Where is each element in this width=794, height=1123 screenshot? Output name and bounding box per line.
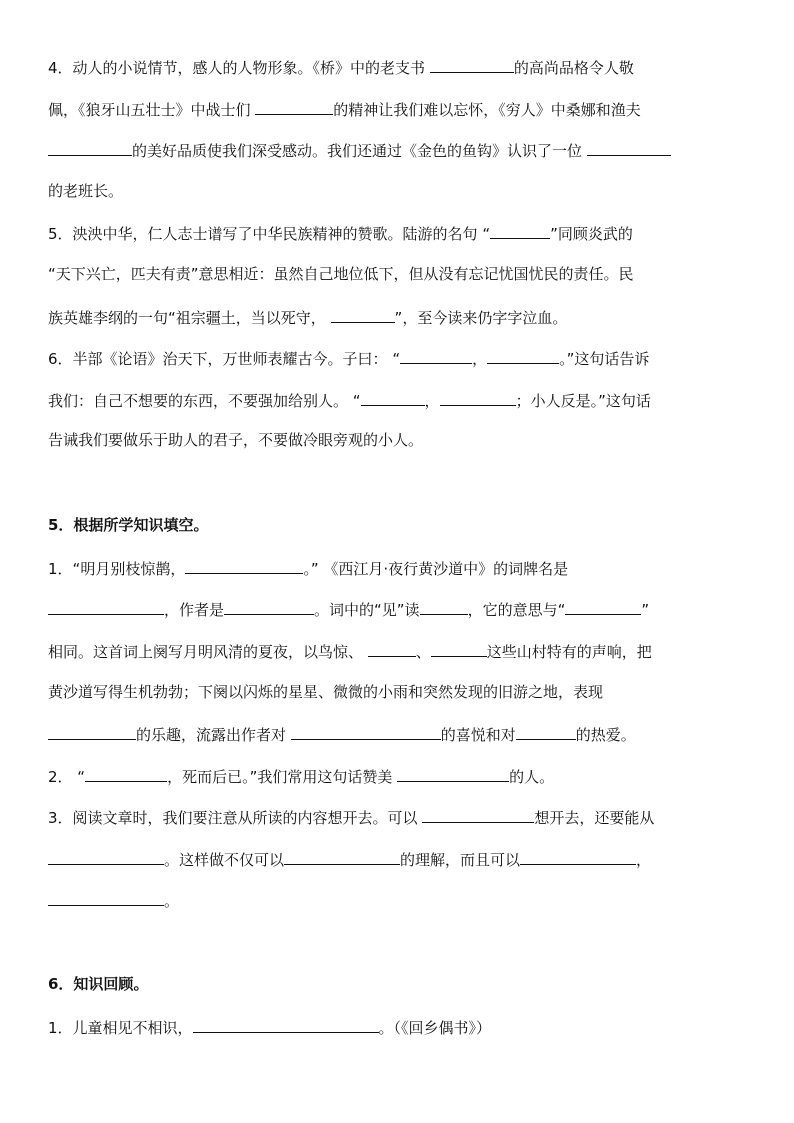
s5-q1-line-4: 黄沙道写得生机勃勃；下阕以闪烁的星星、微微的小雨和突然发现的旧游之地，表现: [48, 682, 604, 701]
s5-q3-line-2: 。这样做不仅可以 的理解，而且可以 ，: [48, 848, 748, 868]
answer-blank[interactable]: [193, 1016, 379, 1033]
s5-q3-line-3: 。: [48, 889, 748, 909]
answer-blank[interactable]: [85, 765, 167, 782]
answer-blank[interactable]: [48, 848, 164, 865]
answer-blank[interactable]: [440, 389, 516, 406]
answer-blank[interactable]: [48, 139, 132, 156]
answer-blank[interactable]: [520, 848, 636, 865]
s5-q1-line-1: 1．“明月别枝惊鹊， 。” 《西江月·夜行黄沙道中》的词牌名是: [48, 557, 748, 577]
answer-blank[interactable]: [400, 347, 472, 364]
answer-blank[interactable]: [490, 222, 550, 239]
q6-line-2: 我们：自己不想要的东西，不要强加给别人。 “ ， ；小人反是。”这句话: [48, 389, 748, 409]
q6-line-3: 告诫我们要做乐于助人的君子，不要做冷眼旁观的小人。: [48, 431, 424, 450]
s6-q1-line-1: 1．儿童相见不相识， 。（《回乡偶书》）: [48, 1016, 748, 1036]
q5-line-3: 族英雄李纲的一句“祖宗疆土，当以死守， ”，至今读来仍字字泣血。: [48, 306, 748, 326]
s5-q3-line-1: 3．阅读文章时，我们要注意从所读的内容想开去。可以 想开去，还要能从: [48, 806, 748, 826]
answer-blank[interactable]: [422, 806, 534, 823]
answer-blank[interactable]: [420, 598, 468, 615]
answer-blank[interactable]: [516, 723, 576, 740]
answer-blank[interactable]: [284, 848, 400, 865]
answer-blank[interactable]: [430, 56, 514, 73]
q4-line-3: 的美好品质使我们深受感动。我们还通过《金色的鱼钩》认识了一位: [48, 139, 748, 159]
answer-blank[interactable]: [255, 98, 333, 115]
answer-blank[interactable]: [331, 306, 395, 323]
answer-blank[interactable]: [48, 723, 136, 740]
q6-line-1: 6．半部《论语》治天下，万世师表耀古今。子曰： “ ， 。”这句话告诉: [48, 347, 748, 367]
worksheet-page: [48, 56, 748, 1036]
s5-q1-line-3: 相同。这首词上阕写月明风清的夏夜，以鸟惊、 、 这些山村特有的声响，把: [48, 640, 748, 660]
q4-line-4: 的老班长。: [48, 181, 124, 200]
s5-q2-line-1: 2． “ ，死而后已。”我们常用这句话赞美 的人。: [48, 765, 748, 785]
s5-q1-line-2: ，作者是 。词中的“见”读 ，它的意思与“ ”: [48, 598, 748, 618]
answer-blank[interactable]: [48, 889, 164, 906]
answer-blank[interactable]: [397, 765, 509, 782]
q5-line-2: “天下兴亡，匹夫有责”意思相近：虽然自己地位低下，但从没有忘记忧国忧民的责任。民: [48, 264, 634, 283]
q4-line-2: 佩，《狼牙山五壮士》中战士们 的精神让我们难以忘怀，《穷人》中桑娜和渔夫: [48, 98, 748, 118]
answer-blank[interactable]: [431, 640, 487, 657]
section-6-heading: 6．知识回顾。: [48, 975, 149, 994]
q5-line-1: 5．泱泱中华，仁人志士谱写了中华民族精神的赞歌。陆游的名句 “ ”同顾炎武的: [48, 222, 748, 242]
answer-blank[interactable]: [565, 598, 641, 615]
answer-blank[interactable]: [587, 139, 671, 156]
q4-line-1: 4．动人的小说情节，感人的人物形象。《桥》中的老支书 的高尚品格令人敬: [48, 56, 748, 76]
answer-blank[interactable]: [368, 640, 416, 657]
answer-blank[interactable]: [487, 347, 559, 364]
answer-blank[interactable]: [48, 598, 164, 615]
section-5-heading: 5．根据所学知识填空。: [48, 516, 209, 535]
answer-blank[interactable]: [185, 557, 303, 574]
answer-blank[interactable]: [361, 389, 425, 406]
s5-q1-line-5: 的乐趣，流露出作者对 的喜悦和对 的热爱。: [48, 723, 748, 743]
answer-blank[interactable]: [291, 723, 441, 740]
answer-blank[interactable]: [224, 598, 314, 615]
